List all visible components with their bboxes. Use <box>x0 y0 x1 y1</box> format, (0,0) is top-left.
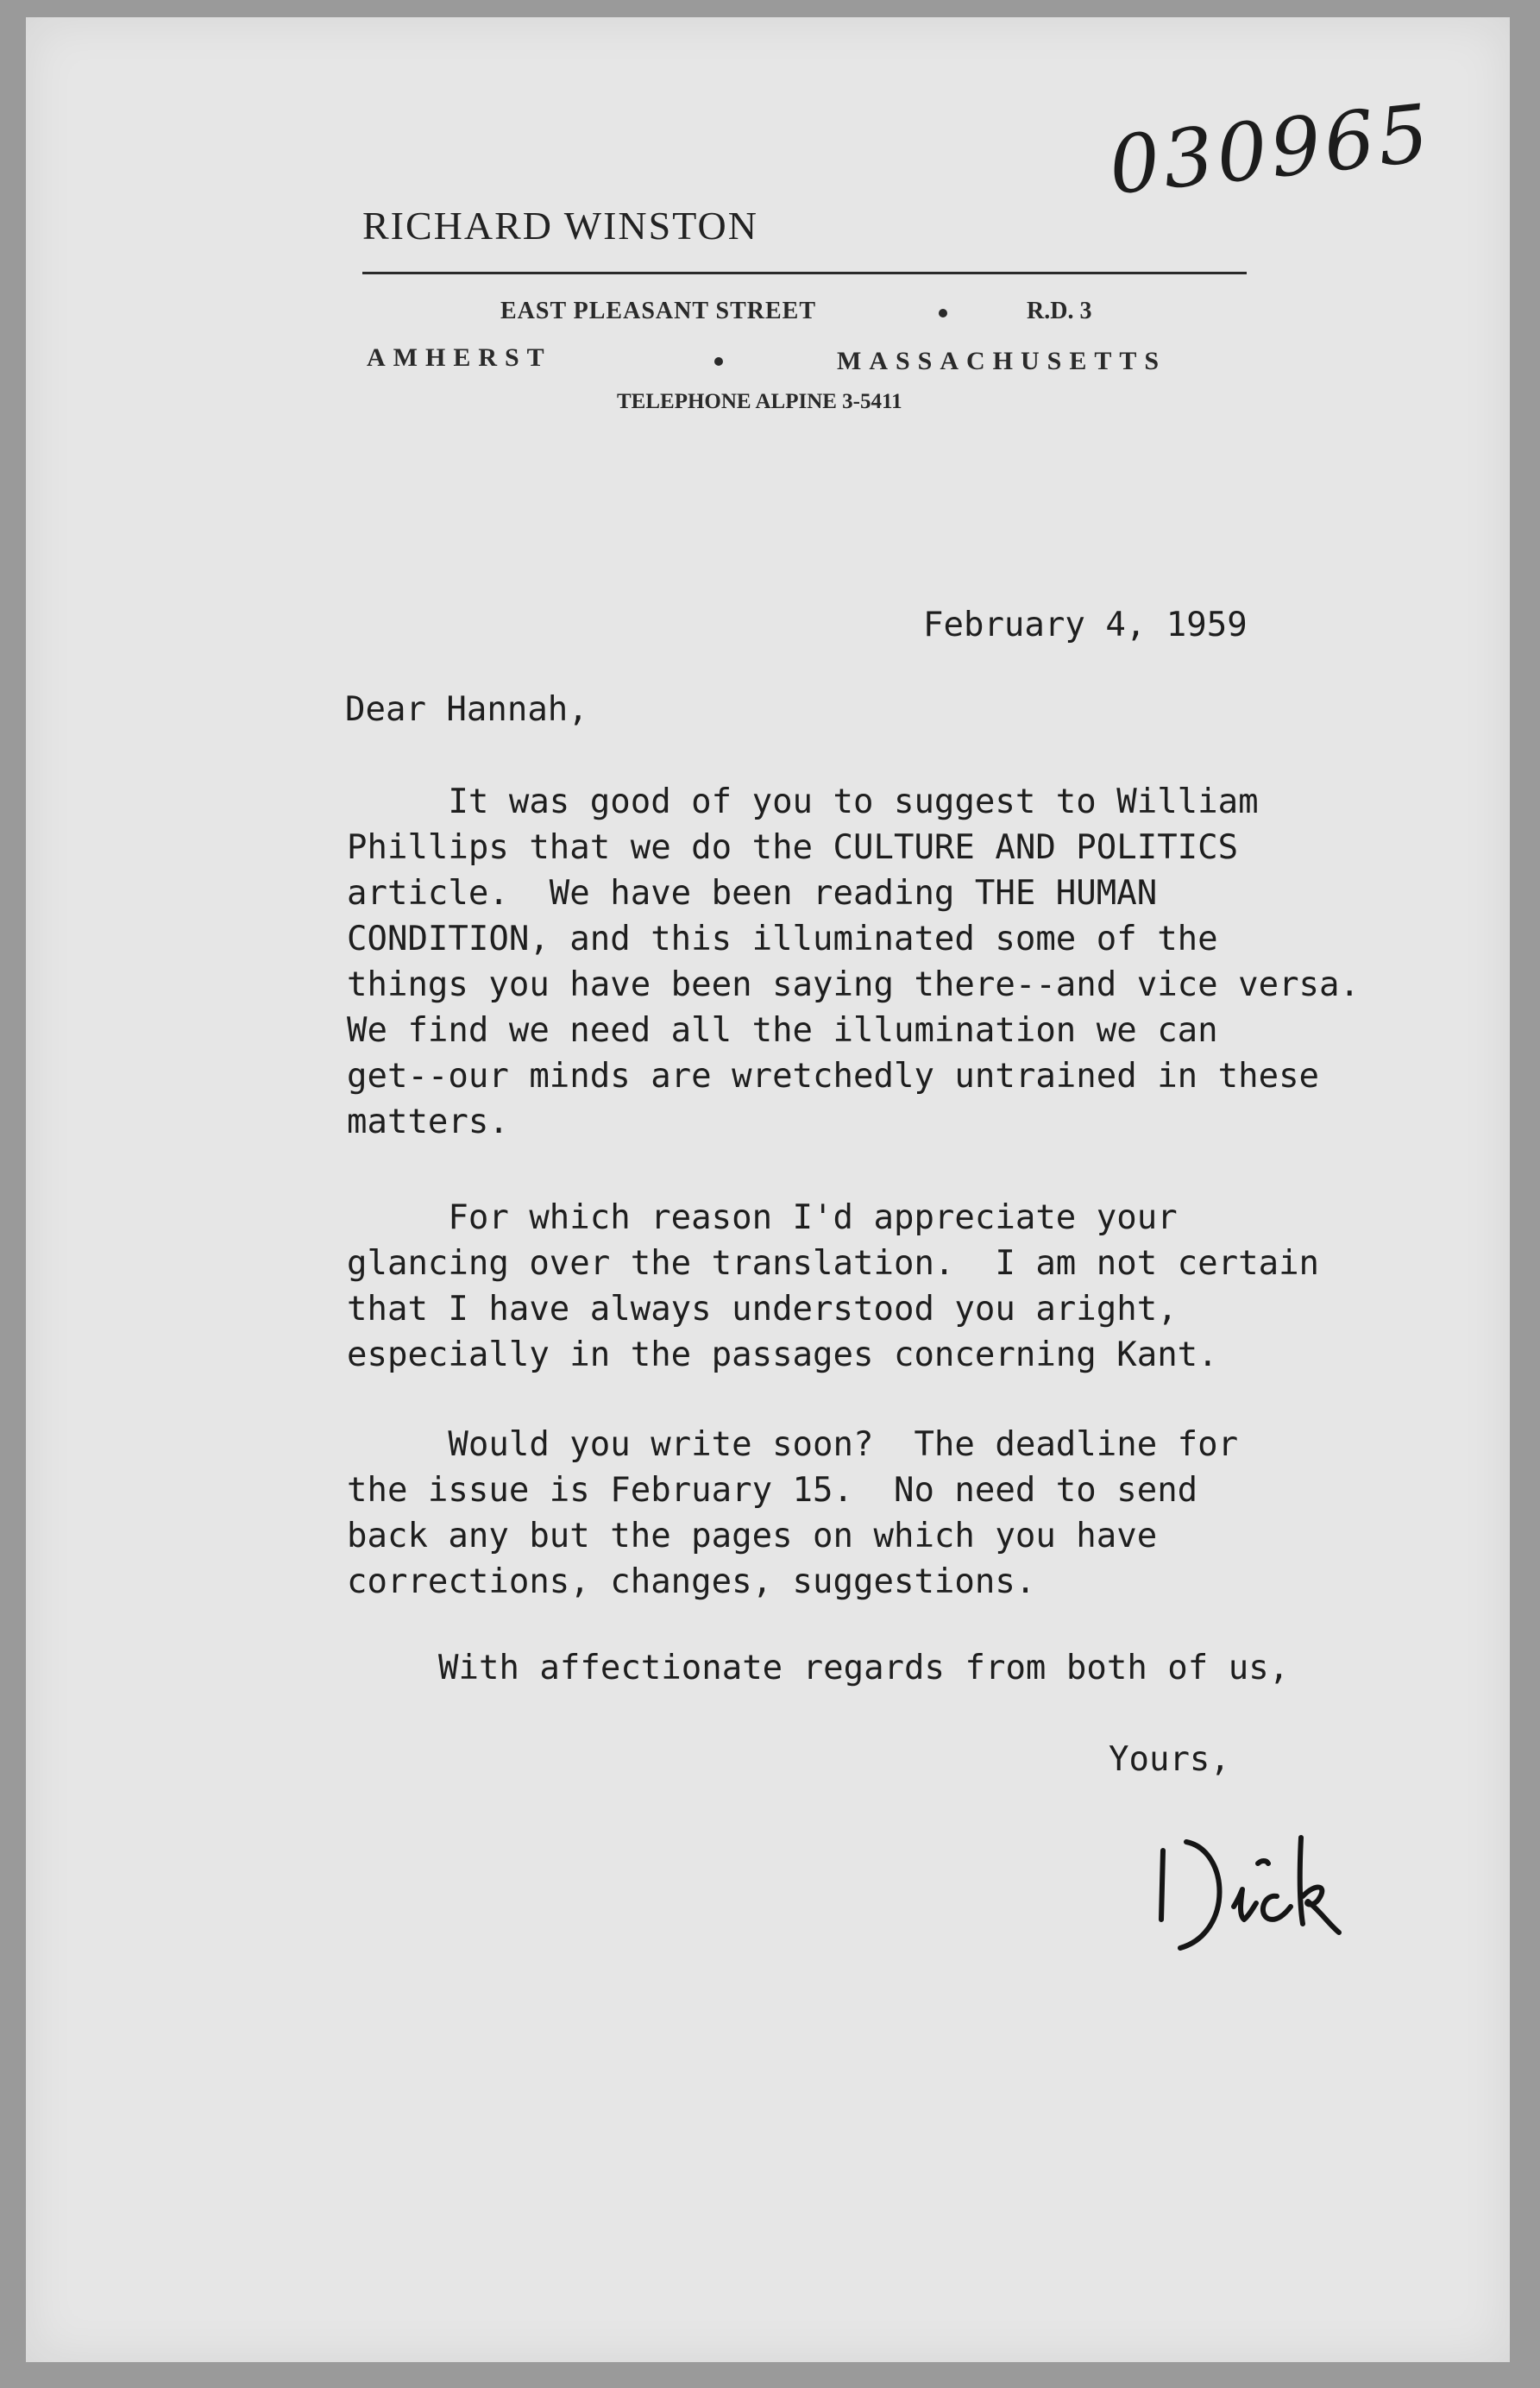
letter-date: February 4, 1959 <box>923 606 1248 644</box>
letterhead-bullet <box>714 357 723 366</box>
letterhead-name: RICHARD WINSTON <box>362 204 758 248</box>
letter-page <box>26 17 1510 2362</box>
letterhead-state: MASSACHUSETTS <box>837 347 1167 375</box>
handwritten-signature <box>1147 1803 1398 1976</box>
body-paragraph-1: It was good of you to suggest to William Phillips that we do the CULTURE AND POLITICS article. We have been reading THE HUMAN CONDITION, and this illuminated some of the things you have been saying there--and vice versa. We find we need all the illumination we can get--our minds are wretchedly untrained in these matters. <box>347 782 1360 1141</box>
letterhead-rd: R.D. 3 <box>1027 298 1092 324</box>
letterhead-street: EAST PLEASANT STREET <box>500 298 816 324</box>
body-paragraph-3: Would you write soon? The deadline for the issue is February 15. No need to send back any but the pages on which you have corrections, changes, suggestions. <box>347 1425 1239 1601</box>
body-paragraph-2: For which reason I'd appreciate your glancing over the translation. I am not certain that I have always understood you aright, especially in the passages concerning Kant. <box>347 1198 1320 1374</box>
archive-number: 030965 <box>1104 86 1436 213</box>
letterhead-rule <box>362 272 1247 274</box>
letterhead-telephone: TELEPHONE ALPINE 3-5411 <box>617 390 902 413</box>
letterhead-bullet <box>939 309 947 317</box>
salutation: Dear Hannah, <box>345 690 588 729</box>
letterhead-city: AMHERST <box>367 343 552 372</box>
closing-line: With affectionate regards from both of us, <box>438 1649 1290 1687</box>
valediction: Yours, <box>1109 1740 1230 1779</box>
